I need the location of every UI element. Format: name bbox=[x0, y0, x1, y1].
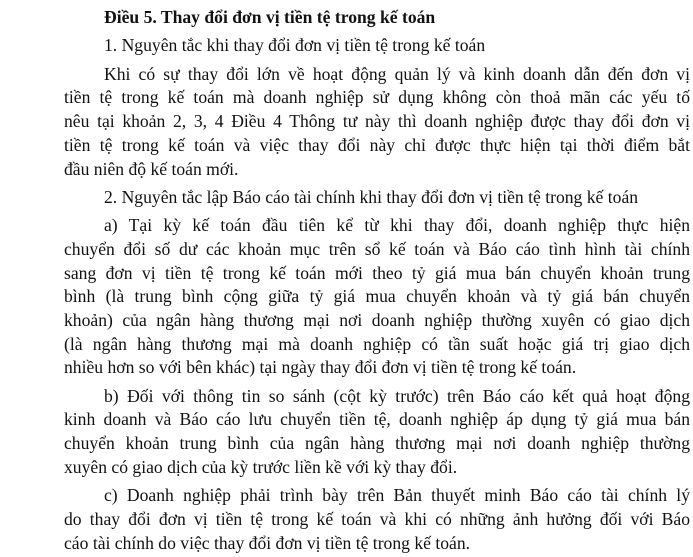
para-c-line: do thay đổi đơn vị tiền tệ trong kế toán và khi có những ảnh hưởng đối với Báo bbox=[64, 508, 690, 529]
section1-line: đầu niên độ kế toán mới. bbox=[64, 158, 239, 179]
para-a-line: chuyển đổi số dư các khoản mục trên sổ kế toán và Báo cáo tình hình tài chính bbox=[64, 238, 690, 259]
para-c-line: cáo tài chính do việc thay đổi đơn vị tiền tệ trong kế toán. bbox=[64, 532, 471, 553]
para-b-line: chuyển khoản trung bình của ngân hàng thương mại nơi doanh nghiệp thường bbox=[64, 433, 690, 454]
para-a-line: khoản) của ngân hàng thương mại nơi doanh nghiệp thường xuyên có giao dịch bbox=[64, 310, 690, 330]
section1-line: nêu tại khoản 2, 3, 4 Điều 4 Thông tư này thì doanh nghiệp được thay đổi đơn vị bbox=[64, 111, 690, 132]
para-a-line: sang đơn vị tiền tệ trong kế toán mới theo tỷ giá mua bán chuyển khoản trung bbox=[64, 262, 690, 283]
section1-line: tiền tệ trong kế toán và việc thay đổi này chỉ được thực hiện tại thời điểm bắt bbox=[64, 134, 690, 155]
para-b-line: b) Đối với thông tin so sánh (cột kỳ trước) trên Báo cáo kết quả hoạt động bbox=[104, 385, 690, 406]
para-a-line: nhiều hơn so với bên khác) tại ngày thay đổi đơn vị tiền tệ trong kế toán. bbox=[64, 357, 577, 378]
para-a-line: a) Tại kỳ kế toán đầu tiên kể từ khi thay đổi, doanh nghiệp thực hiện bbox=[104, 215, 690, 236]
section1-title: 1. Nguyên tắc khi thay đổi đơn vị tiền tệ trong kế toán bbox=[104, 35, 486, 56]
para-a-line: bình (là trung bình cộng giữa tỷ giá mua chuyển khoản và tỷ giá bán chuyển bbox=[64, 286, 690, 307]
para-b-line: kinh doanh và Báo cáo lưu chuyển tiền tệ, doanh nghiệp áp dụng tỷ giá mua bán bbox=[64, 409, 690, 430]
section2-title: 2. Nguyên tắc lập Báo cáo tài chính khi thay đổi đơn vị tiền tệ trong kế toán bbox=[104, 186, 639, 207]
para-b-line: xuyên có giao dịch của kỳ trước liền kề với kỳ thay đổi. bbox=[64, 456, 458, 477]
article-heading: Điều 5. Thay đổi đơn vị tiền tệ trong kế toán bbox=[104, 7, 436, 27]
para-a-line: (là ngân hàng thương mại mà doanh nghiệp có tần suất hoặc giá trị giao dịch bbox=[64, 333, 690, 354]
para-c-line: c) Doanh nghiệp phải trình bày trên Bản thuyết minh Báo cáo tài chính lý bbox=[104, 485, 690, 506]
section1-line: Khi có sự thay đổi lớn về hoạt động quản lý và kinh doanh dẫn đến đơn vị bbox=[104, 63, 690, 84]
section1-line: tiền tệ trong kế toán mà doanh nghiệp sử dụng không còn thoả mãn các yếu tố bbox=[64, 87, 690, 108]
